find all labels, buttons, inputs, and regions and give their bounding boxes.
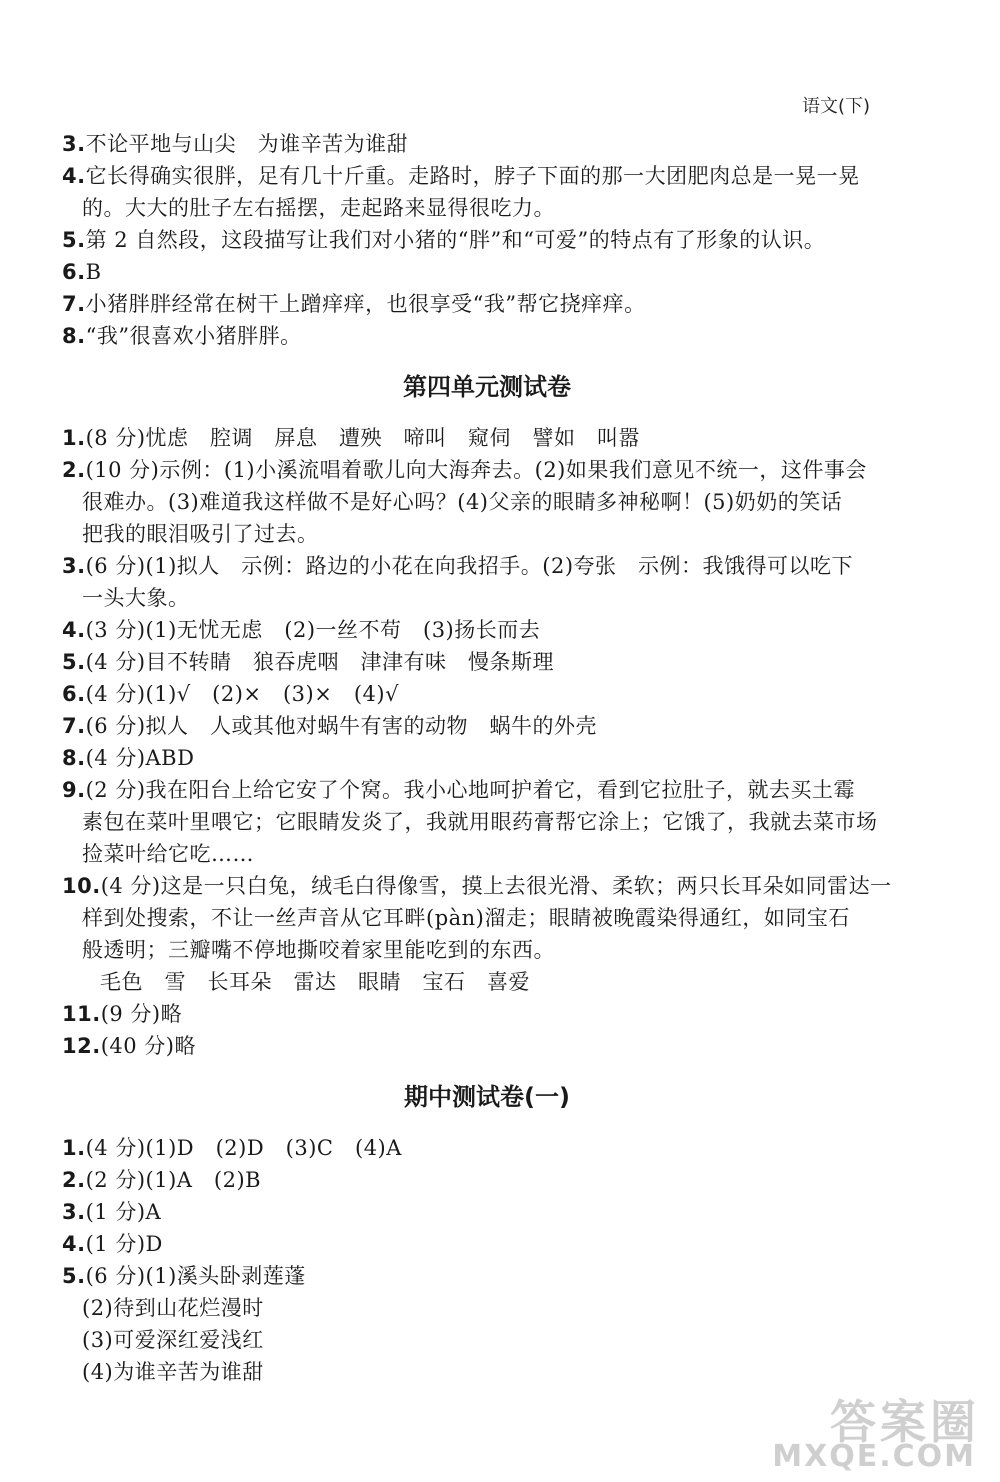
answer-text: (4 分)(1)D (2)D (3)C (4)A: [85, 1136, 402, 1160]
answer-text: (4 分)目不转睛 狼吞虎咽 津津有味 慢条斯理: [85, 650, 555, 674]
question-number: 6.: [62, 260, 86, 284]
question-number: 5.: [62, 1264, 86, 1288]
answer-text: (4)为谁辛苦为谁甜: [82, 1360, 264, 1384]
answer-text: 样到处搜索，不让一丝声音从它耳畔(pàn)溜走；眼睛被晚霞染得通红，如同宝石: [82, 906, 850, 930]
section-previous-answers: [62, 128, 912, 352]
answer-line: [62, 646, 912, 678]
question-number: 3.: [62, 1200, 86, 1224]
question-number: 7.: [62, 714, 86, 738]
answer-line: [62, 838, 912, 870]
answer-line: [62, 288, 912, 320]
answer-line: [62, 160, 912, 192]
question-number: 12.: [62, 1034, 101, 1058]
answer-line: [62, 998, 912, 1030]
answer-text: (2)待到山花烂漫时: [82, 1296, 264, 1320]
answer-line: [62, 582, 912, 614]
answer-line: [62, 1228, 912, 1260]
answer-line: [62, 1196, 912, 1228]
answer-line: [62, 550, 912, 582]
answer-text: 把我的眼泪吸引了过去。: [82, 522, 319, 546]
answer-line: [62, 1030, 912, 1062]
answer-line: [62, 1164, 912, 1196]
question-number: 2.: [62, 1168, 86, 1192]
question-number: 10.: [62, 874, 101, 898]
question-number: 3.: [62, 554, 86, 578]
question-number: 3.: [62, 132, 86, 156]
answer-text: (4 分)ABD: [85, 746, 195, 770]
answer-text: 素包在菜叶里喂它；它眼睛发炎了，我就用眼药膏帮它涂上；它饿了，我就去菜市场: [82, 810, 878, 834]
answer-line: [62, 224, 912, 256]
answer-text: (3 分)(1)无忧无虑 (2)一丝不苟 (3)扬长而去: [85, 618, 541, 642]
question-number: 5.: [62, 228, 86, 252]
question-number: 11.: [62, 1002, 101, 1026]
answer-line: [62, 1260, 912, 1292]
answer-text: 很难办。(3)难道我这样做不是好心吗？(4)父亲的眼睛多神秘啊！(5)奶奶的笑话: [82, 490, 843, 514]
answer-text: 不论平地与山尖 为谁辛苦为谁甜: [85, 132, 409, 156]
answer-line: [62, 870, 912, 902]
watermark-logo: [726, 1386, 986, 1474]
watermark-text: 答案圈: [830, 1395, 980, 1449]
answer-line: [62, 710, 912, 742]
answer-line: [62, 422, 912, 454]
answer-line: [62, 128, 912, 160]
answer-text: (2 分)我在阳台上给它安了个窝。我小心地呵护着它，看到它拉肚子，就去买土霉: [85, 778, 856, 802]
answer-text: (8 分)忧虑 腔调 屏息 遭殃 啼叫 窥伺 譬如 叫嚣: [85, 426, 641, 450]
answer-text: 般透明；三瓣嘴不停地撕咬着家里能吃到的东西。: [82, 938, 555, 962]
answer-text: (6 分)(1)拟人 示例：路边的小花在向我招手。(2)夸张 示例：我饿得可以吃下: [85, 554, 854, 578]
answer-line: [62, 1132, 912, 1164]
answer-line: [62, 192, 912, 224]
question-number: 1.: [62, 426, 86, 450]
answer-line: [62, 902, 912, 934]
answer-line: [62, 774, 912, 806]
answer-text: 毛色 雪 长耳朵 雷达 眼睛 宝石 喜爱: [100, 970, 530, 994]
answer-text: 的。大大的肚子左右摇摆，走起路来显得很吃力。: [82, 196, 555, 220]
question-number: 9.: [62, 778, 86, 802]
answer-text: (10 分)示例：(1)小溪流唱着歌儿向大海奔去。(2)如果我们意见不统一，这件事会: [85, 458, 867, 482]
answer-text: (9 分)略: [100, 1002, 183, 1026]
answer-text: B: [85, 260, 102, 284]
section-midterm-answers: [62, 1132, 912, 1388]
answer-line: [62, 678, 912, 710]
section-title-unit4: 第四单元测试卷: [403, 373, 571, 401]
answer-text: 一头大象。: [82, 586, 190, 610]
answer-line: [62, 320, 912, 352]
answer-text: 小猪胖胖经常在树干上蹭痒痒，也很享受“我”帮它挠痒痒。: [85, 292, 646, 316]
answer-line: [62, 518, 912, 550]
answer-text: “我”很喜欢小猪胖胖。: [85, 324, 302, 348]
question-number: 1.: [62, 1136, 86, 1160]
answer-line: [62, 742, 912, 774]
question-number: 2.: [62, 458, 86, 482]
question-number: 4.: [62, 618, 86, 642]
answer-line: [62, 486, 912, 518]
answer-text: (4 分)这是一只白兔，绒毛白得像雪，摸上去很光滑、柔软；两只长耳朵如同雷达一: [100, 874, 892, 898]
question-number: 4.: [62, 164, 86, 188]
answer-line: [62, 966, 912, 998]
question-number: 7.: [62, 292, 86, 316]
question-number: 5.: [62, 650, 86, 674]
answer-text: 它长得确实很胖，足有几十斤重。走路时，脖子下面的那一大团肥肉总是一晃一晃: [85, 164, 860, 188]
answer-text: (6 分)拟人 人或其他对蜗牛有害的动物 蜗牛的外壳: [85, 714, 598, 738]
answer-text: (2 分)(1)A (2)B: [85, 1168, 262, 1192]
question-number: 8.: [62, 746, 86, 770]
section-unit4-answers: [62, 422, 912, 1062]
answer-text: (4 分)(1)√ (2)× (3)× (4)√: [85, 682, 399, 706]
answer-line: [62, 1292, 912, 1324]
answer-text: 捡菜叶给它吃……: [82, 842, 254, 866]
answer-line: [62, 1356, 912, 1388]
answer-line: [62, 614, 912, 646]
answer-text: (3)可爱深红爱浅红: [82, 1328, 264, 1352]
answer-text: 第 2 自然段，这段描写让我们对小猪的“胖”和“可爱”的特点有了形象的认识。: [85, 228, 826, 252]
answer-line: [62, 256, 912, 288]
answer-line: [62, 934, 912, 966]
answer-content: [62, 128, 912, 1388]
page-header-subject: 语文(下): [801, 96, 870, 117]
answer-text: (40 分)略: [100, 1034, 196, 1058]
answer-text: (1 分)A: [85, 1200, 162, 1224]
answer-text: (6 分)(1)溪头卧剥莲蓬: [85, 1264, 306, 1288]
answer-text: (1 分)D: [85, 1232, 163, 1256]
question-number: 4.: [62, 1232, 86, 1256]
answer-line: [62, 806, 912, 838]
answer-line: [62, 1324, 912, 1356]
answer-line: [62, 454, 912, 486]
section-title-midterm: 期中测试卷(一): [404, 1083, 570, 1111]
question-number: 8.: [62, 324, 86, 348]
question-number: 6.: [62, 682, 86, 706]
watermark-url: MXQE.COM: [772, 1439, 976, 1474]
